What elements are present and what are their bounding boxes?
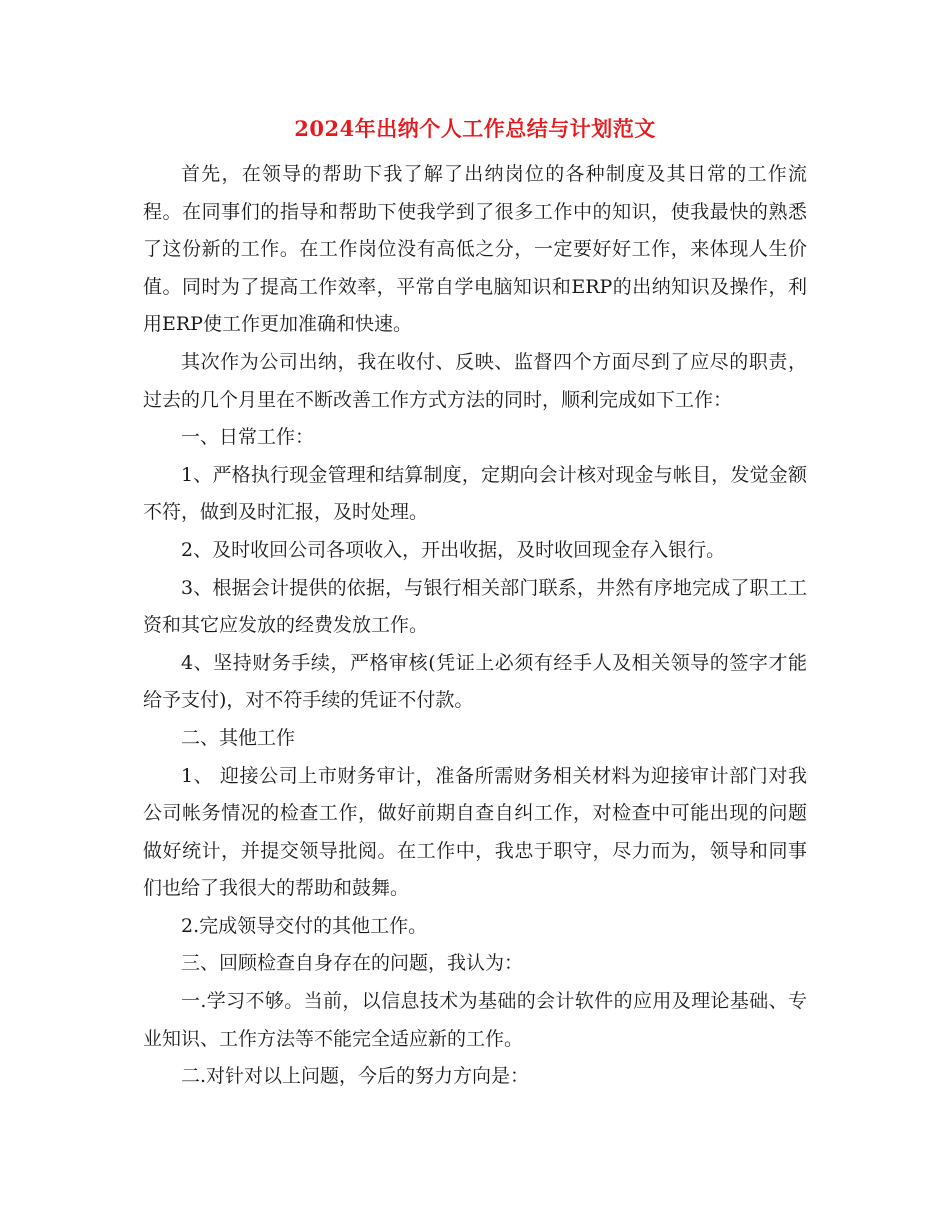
list-item: 二.对针对以上问题，今后的努力方向是： xyxy=(181,1065,530,1088)
list-item: 2.完成领导交付的其他工作。 xyxy=(181,914,428,937)
list-item: 3、根据会计提供的依据，与银行相关部门联系，井然有序地完成了职工工资和其它应发放的经费发放工作。 xyxy=(143,576,807,637)
section-heading: 三、回顾检查自身存在的问题，我认为： xyxy=(181,952,524,975)
list-item: 2、及时收回公司各项收入，开出收据，及时收回现金存入银行。 xyxy=(181,538,726,561)
list-item: 1、 迎接公司上市财务审计，准备所需财务相关材料为迎接审计部门对我公司帐务情况的检查工作，做好前期自查自纠工作，对检查中可能出现的问题做好统计，并提交领导批阅。在工作中，我忠于职守，尽力而为，领导和同事们也给了我很大的帮助和鼓舞。 xyxy=(143,764,807,900)
document-body xyxy=(143,156,807,1096)
section-heading: 一、日常工作： xyxy=(181,426,315,449)
list-item: 4、坚持财务手续，严格审核(凭证上必须有经手人及相关领导的签字才能给予支付)，对不符手续的凭证不付款。 xyxy=(143,651,807,712)
paragraph: 其次作为公司出纳，我在收付、反映、监督四个方面尽到了应尽的职责，过去的几个月里在不断改善工作方式方法的同时，顺利完成如下工作： xyxy=(143,350,807,411)
document-title: 2024年出纳个人工作总结与计划范文 xyxy=(294,116,656,141)
section-heading: 二、其他工作 xyxy=(181,726,296,749)
list-item: 一.学习不够。当前，以信息技术为基础的会计软件的应用及理论基础、专业知识、工作方法等不能完全适应新的工作。 xyxy=(143,990,807,1050)
paragraph: 首先，在领导的帮助下我了解了出纳岗位的各种制度及其日常的工作流程。在同事们的指导和帮助下使我学到了很多工作中的知识，使我最快的熟悉了这份新的工作。在工作岗位没有高低之分，一定要好好工作，来体现人生价值。同时为了提高工作效率，平常自学电脑知识和ERP的出纳知识及操作，利用ERP使工作更加准确和快速。 xyxy=(143,163,807,336)
list-item: 1、严格执行现金管理和结算制度，定期向会计核对现金与帐目，发觉金额不符，做到及时汇报，及时处理。 xyxy=(143,463,807,524)
